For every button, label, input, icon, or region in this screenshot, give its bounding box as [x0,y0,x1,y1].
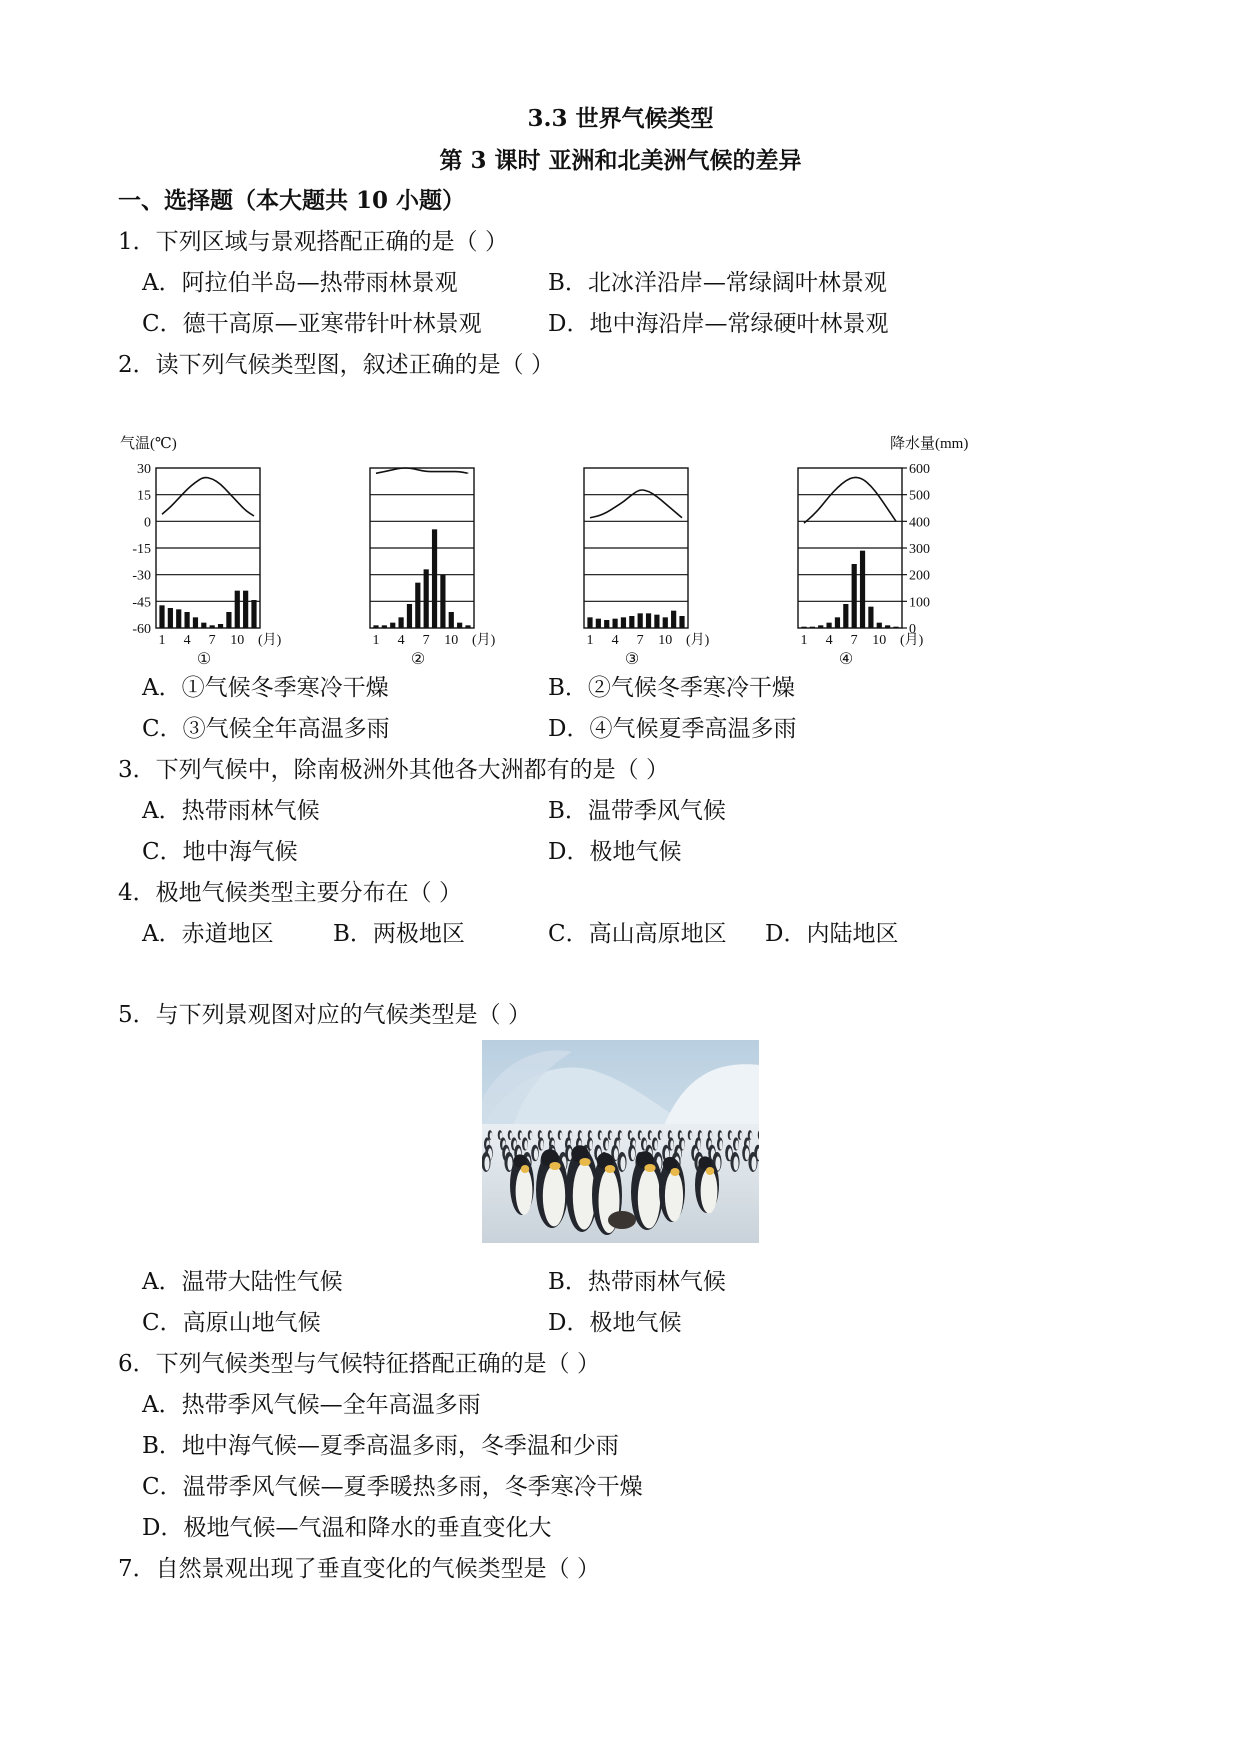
left-axis-label: 气温(℃) [120,436,177,452]
month-tick: (月) [472,633,496,648]
precip-tick: 100 [909,595,930,611]
precip-bar-7 [638,613,643,628]
question-4-option-a[interactable]: A．赤道地区 [142,921,274,947]
month-tick: 7 [422,633,430,648]
question-5-stem: 5．与下列景观图对应的气候类型是（ ） [118,1002,531,1028]
chart-label: ③ [624,651,640,668]
precip-bar-4 [184,612,189,628]
page-title: 3.3 世界气候类型 [527,105,714,132]
precip-bar-7 [424,569,429,628]
precip-bar-9 [440,575,445,628]
precip-bar-2 [810,627,815,628]
precip-bar-1 [159,605,164,628]
question-2-option-b[interactable]: B．②气候冬季寒冷干燥 [548,675,795,701]
precip-bar-8 [218,624,223,628]
precip-bar-1 [587,617,592,628]
question-6-option-c[interactable]: C．温带季风气候—夏季暖热多雨，冬季寒冷干燥 [142,1474,643,1500]
month-tick: 10 [230,633,245,648]
precip-tick: 600 [909,462,930,477]
precip-bar-8 [432,529,437,628]
question-3-option-b[interactable]: B．温带季风气候 [548,798,726,824]
month-tick: 4 [611,633,619,648]
chart-label: ① [196,651,212,668]
question-5-option-d[interactable]: D．极地气候 [548,1310,682,1336]
question-1-option-d[interactable]: D．地中海沿岸—常绿硬叶林景观 [548,311,889,337]
chart-label: ④ [838,651,854,668]
question-4-option-d[interactable]: D．内陆地区 [765,921,899,947]
temp-tick: 15 [137,488,151,504]
precip-bar-4 [826,623,831,628]
precip-bar-11 [885,625,890,628]
question-3-option-a[interactable]: A．热带雨林气候 [142,798,320,824]
question-5-option-b[interactable]: B．热带雨林气候 [548,1269,726,1295]
precip-bar-12 [679,616,684,628]
precip-bar-9 [654,615,659,628]
precip-bar-8 [860,551,865,628]
precip-bar-10 [235,591,240,628]
section-heading: 一、选择题（本大题共 10 小题） [118,187,466,214]
month-tick: (月) [900,633,924,648]
precip-bar-3 [390,623,395,628]
month-tick: 10 [658,633,673,648]
question-2-option-a[interactable]: A．①气候冬季寒冷干燥 [142,675,389,701]
temp-tick: -30 [132,568,151,584]
question-1-option-c[interactable]: C．德干高原—亚寒带针叶林景观 [142,311,482,337]
precip-bar-7 [852,564,857,628]
question-3-stem: 3．下列气候中，除南极洲外其他各大洲都有的是（ ） [118,757,669,783]
question-5-option-c[interactable]: C．高原山地气候 [142,1310,321,1336]
question-2-option-c[interactable]: C．③气候全年高温多雨 [142,716,390,742]
precip-bar-4 [612,619,617,628]
climate-chart-2 [370,468,496,668]
precip-bar-12 [893,627,898,628]
precip-bar-10 [663,617,668,628]
question-1-option-b[interactable]: B．北冰洋沿岸—常绿阔叶林景观 [548,270,887,296]
month-tick: 1 [158,633,166,648]
question-1-option-a[interactable]: A．阿拉伯半岛—热带雨林景观 [142,270,458,296]
precip-bar-7 [210,625,215,628]
climate-chart-1 [156,468,282,668]
precip-bar-11 [671,611,676,628]
temp-tick: -15 [132,542,151,557]
precip-bar-10 [877,623,882,628]
precip-bar-5 [193,617,198,628]
question-7-stem: 7．自然景观出现了垂直变化的气候类型是（ ） [118,1556,600,1582]
question-4-option-b[interactable]: B．两极地区 [333,921,465,947]
precip-bar-12 [465,625,470,628]
question-6-stem: 6．下列气候类型与气候特征搭配正确的是（ ） [118,1351,600,1377]
question-3-option-c[interactable]: C．地中海气候 [142,839,298,865]
precip-bar-5 [407,604,412,628]
question-4-option-c[interactable]: C．高山高原地区 [548,921,727,947]
precip-tick: 0 [909,622,916,637]
precip-bar-2 [382,625,387,628]
precip-bar-8 [646,613,651,628]
precip-bar-3 [176,609,181,628]
precip-bar-2 [168,608,173,628]
temp-tick: -45 [132,595,151,611]
question-4-stem: 4．极地气候类型主要分布在（ ） [118,880,462,906]
precip-bar-2 [596,619,601,628]
month-tick: 1 [586,633,594,648]
right-axis-label: 降水量(mm) [890,436,969,452]
precip-bar-5 [835,617,840,628]
climate-charts [118,432,998,672]
month-tick: 7 [208,633,216,648]
question-5-option-a[interactable]: A．温带大陆性气候 [142,1269,343,1295]
question-2-stem: 2．读下列气候类型图，叙述正确的是（ ） [118,352,554,378]
temperature-curve [804,477,896,523]
temperature-curve [376,468,468,473]
precip-bar-10 [449,612,454,628]
climate-chart-4 [798,468,924,668]
question-2-option-d[interactable]: D．④气候夏季高温多雨 [548,716,797,742]
month-tick: 7 [636,633,644,648]
precip-bar-1 [373,625,378,628]
temp-tick: 30 [137,462,151,477]
precip-bar-3 [604,620,609,628]
question-3-option-d[interactable]: D．极地气候 [548,839,682,865]
month-tick: 10 [444,633,459,648]
precip-bar-1 [801,627,806,628]
month-tick: (月) [686,633,710,648]
precip-bar-9 [868,607,873,628]
precip-bar-11 [243,591,248,628]
climate-chart-3 [584,468,710,668]
precip-bar-6 [843,604,848,628]
precip-bar-6 [415,583,420,628]
precip-bar-9 [226,612,231,628]
page-subtitle: 第 3 课时 亚洲和北美洲气候的差异 [439,147,802,174]
precip-bar-6 [201,623,206,628]
question-6-option-a[interactable]: A．热带季风气候—全年高温多雨 [142,1392,481,1418]
month-tick: (月) [258,633,282,648]
month-tick: 7 [850,633,858,648]
precip-bar-12 [251,600,256,628]
month-tick: 4 [825,633,833,648]
temperature-curve [162,478,254,516]
month-tick: 10 [872,633,887,648]
precip-bar-3 [818,625,823,628]
question-6-option-b[interactable]: B．地中海气候—夏季高温多雨，冬季温和少雨 [142,1433,619,1459]
chart-label: ② [410,651,426,668]
precip-bar-6 [629,616,634,628]
precip-tick: 300 [909,542,930,557]
precip-tick: 400 [909,515,930,531]
question-1-stem: 1．下列区域与景观搭配正确的是（ ） [118,229,508,255]
precip-bar-5 [621,617,626,628]
temp-tick: -60 [132,622,151,637]
question-6-option-d[interactable]: D．极地气候—气温和降水的垂直变化大 [142,1515,552,1541]
month-tick: 4 [183,633,191,648]
precip-tick: 200 [909,568,930,584]
temp-tick: 0 [144,515,151,531]
month-tick: 1 [800,633,808,648]
precip-bar-11 [457,623,462,628]
month-tick: 4 [397,633,405,648]
precip-tick: 500 [909,488,930,504]
precip-bar-4 [398,617,403,628]
penguin-colony-image [482,1040,759,1243]
month-tick: 1 [372,633,380,648]
